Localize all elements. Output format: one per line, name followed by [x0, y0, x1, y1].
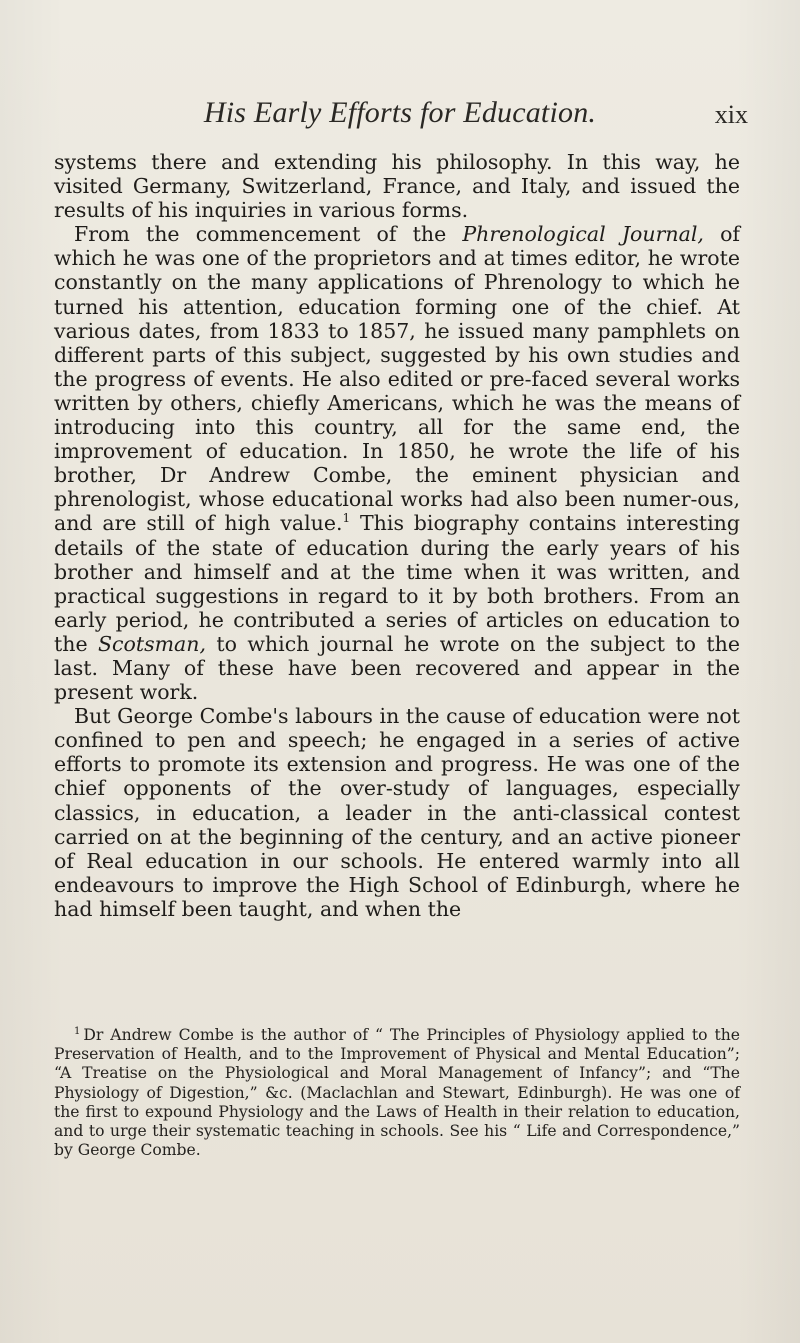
paragraph	[54, 704, 740, 921]
footnote-marker: 1	[74, 1025, 81, 1037]
body-text	[54, 150, 740, 921]
running-head	[0, 96, 800, 136]
page-number: xix	[714, 100, 748, 129]
footnote-reference: 1	[342, 511, 351, 526]
text-run: of which he was one of the proprietors and at times editor, he wrote constantly on the many applications of Phrenology to which he turned his attention, education forming one of the chief. At various dates, from 1833 to 1857, he issued many pamphlets on different parts of this subject, suggested by his own studies and the progress of events. He also edited or pre-faced several works written by others, chiefly Americans, which he was the means of introducing into this country, all for the same end, the improvement of education. In 1850, he wrote the life of his brother, Dr Andrew Combe, the eminent physician and phrenologist, whose educational works had also been numer-ous, and are still of high value.	[54, 222, 740, 536]
text-run: This biography contains interesting details of the state of education during the early years of his brother and himself and at the time when it was written, and practical suggestions in regard to it by both brothers. From an early period, he contributed a series of articles on education to the	[54, 511, 741, 656]
text-run: From the commencement of the	[74, 222, 463, 247]
footnote	[54, 1026, 740, 1160]
text-run: But George Combe's labours in the cause of education were not confined to pen and speech; he engaged in a series of active efforts to promote its extension and progress. He was one of the chief opponents of the over-study of languages, especially classics, in education, a leader in the anti-classical contest carried on at the beginning of the century, and an active pioneer of Real education in our schools. He entered warmly into all endeavours to improve the High School of Edinburgh, where he had himself been taught, and when the	[54, 704, 740, 921]
italic-title: Phrenological Journal,	[462, 222, 704, 247]
italic-title: Scotsman,	[97, 631, 206, 656]
paragraph	[54, 222, 740, 704]
paragraph	[54, 150, 740, 222]
text-run: systems there and extending his philosophy. In this way, he visited Germany, Switzerland, France, and Italy, and issued the results of his inquiries in various forms.	[54, 150, 740, 223]
footnote-text: Dr Andrew Combe is the author of “ The Principles of Physiology applied to the Preservation of Health, and to the Improvement of Physical and Mental Education”; “A Treatise on the Physiological and Moral Management of Infancy”; and “The Physiology of Digestion,” &c. (Maclachlan and Stewart, Edinburgh). He was one of the first to expound Physiology and the Laws of Health in their relation to education, and to urge their systematic teaching in schools. See his “ Life and Correspondence,” by George Combe.	[54, 1026, 740, 1160]
running-title: His Early Efforts for Education.	[203, 96, 597, 129]
text-run: to which journal he wrote on the subject to the last. Many of these have been recovered and appear in the present work.	[54, 631, 740, 705]
